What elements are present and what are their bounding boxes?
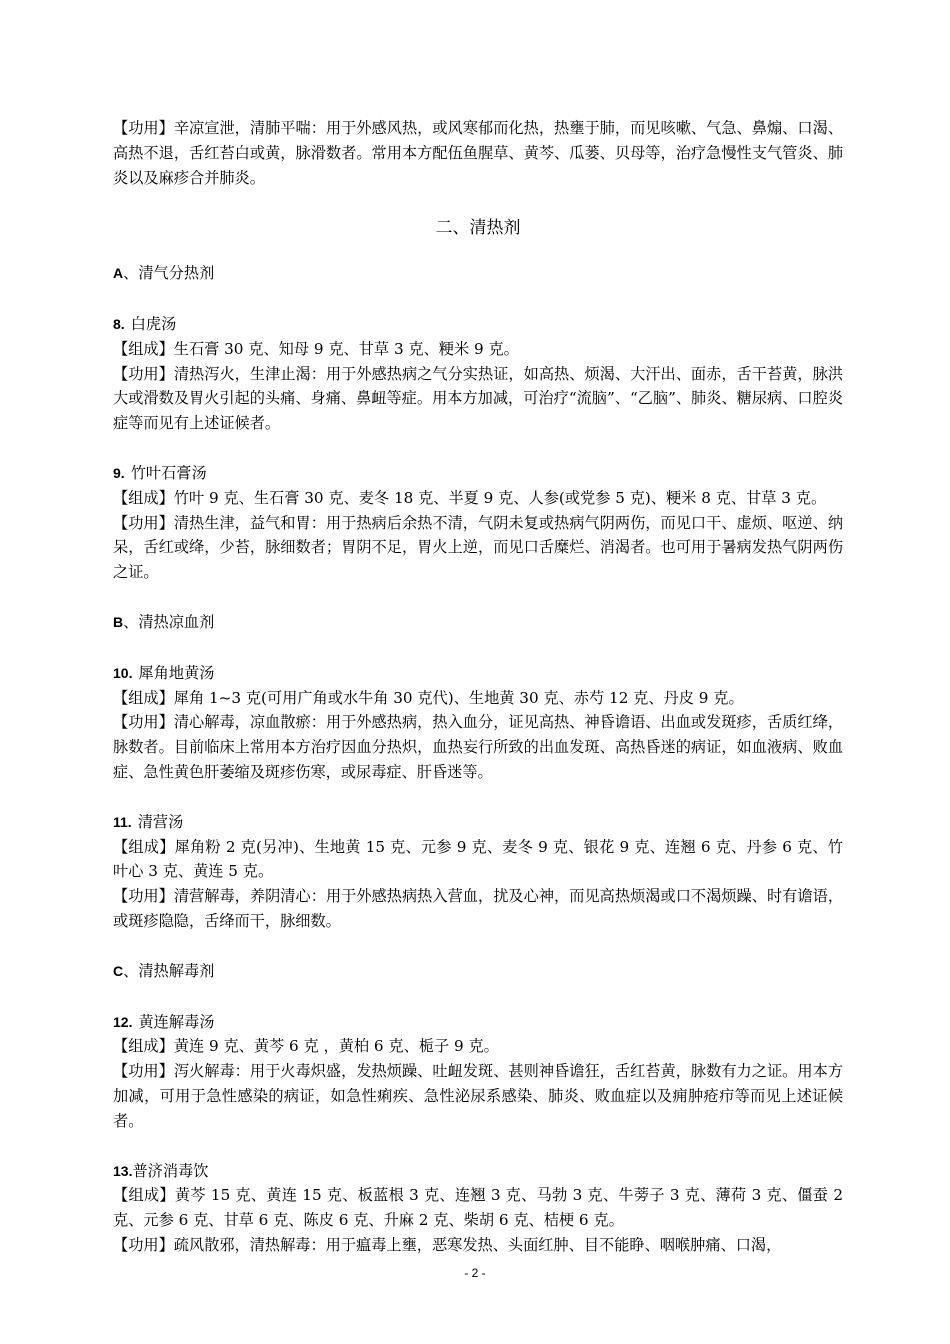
formula-number: 8. xyxy=(113,315,125,332)
formula-number: 13. xyxy=(113,1162,133,1179)
section-letter: A xyxy=(113,265,124,282)
formula-11 xyxy=(113,810,843,934)
document-page xyxy=(113,116,843,1283)
formula-heading xyxy=(113,1010,843,1035)
formula-name: 白虎汤 xyxy=(130,314,177,333)
formula-function: 【功用】清营解毒，养阴清心：用于外感热病热入营血，扰及心神，而见高热烦渴或口不渴烦躁、时有谵语，或斑疹隐隐，舌绛而干，脉细数。 xyxy=(113,887,843,930)
formula-heading xyxy=(113,1159,843,1184)
section-title: 、清热解毒剂 xyxy=(123,961,215,980)
formula-composition: 【组成】黄芩 15 克、黄连 15 克、板蓝根 3 克、连翘 3 克、马勃 3 克、牛蒡子 3 克、薄荷 3 克、僵蚕 2 克、元参 6 克、甘草 6 克、陈皮 6 克、升麻 2 克、柴胡 6 克、桔梗 6 克。 xyxy=(113,1186,843,1230)
formula-heading xyxy=(113,461,843,486)
formula-composition: 【组成】黄连 9 克、黄芩 6 克 ，黄柏 6 克、栀子 9 克。 xyxy=(113,1037,499,1056)
section-letter: C xyxy=(113,962,124,979)
formula-composition: 【组成】生石膏 30 克、知母 9 克、甘草 3 克、粳米 9 克。 xyxy=(113,339,519,358)
formula-function: 【功用】疏风散邪，清热解毒：用于瘟毒上壅，恶寒发热、头面红肿、目不能睁、咽喉肿痛、口渴， xyxy=(113,1235,782,1254)
formula-number: 11. xyxy=(113,813,132,830)
formula-13 xyxy=(113,1159,843,1258)
intro-gongyong: 【功用】辛凉宣泄，清肺平喘：用于外感风热，或风寒郁而化热，热壅于肺，而见咳嗽、气急、鼻煽、口渴、高热不退，舌红苔白或黄，脉滑数者。常用本方配伍鱼腥草、黄芩、瓜蒌、贝母等，治疗急慢性支气管炎、肺炎以及麻疹合并肺炎。 xyxy=(113,119,843,187)
formula-composition: 【组成】犀角粉 2 克(另冲)、生地黄 15 克、元参 9 克、麦冬 9 克、银花 9 克、连翘 6 克、丹参 6 克、竹叶心 3 克、黄连 5 克。 xyxy=(113,837,843,881)
formula-heading xyxy=(113,810,843,835)
formula-12 xyxy=(113,1010,843,1134)
page-number: - 2 - xyxy=(464,1266,486,1280)
formula-function: 【功用】清热泻火，生津止渴：用于外感热病之气分实热证，如高热、烦渴、大汗出、面赤，舌干苔黄，脉洪大或滑数及胃火引起的头痛、身痛、鼻衄等症。用本方加减，可治疗“流脑”、“乙脑”、肺炎、糖尿病、口腔炎症等而见有上述证候者。 xyxy=(113,364,843,433)
chapter-title: 二、清热剂 xyxy=(435,218,521,239)
section-title: 、清气分热剂 xyxy=(123,264,215,283)
formula-function: 【功用】泻火解毒：用于火毒炽盛，发热烦躁、吐衄发斑、甚则神昏谵狂，舌红苔黄，脉数有力之证。用本方加减，可用于急性感染的病证，如急性痢疾、急性泌尿系感染、肺炎、败血症以及痈肿疮疖等而见上述证候者。 xyxy=(113,1062,843,1130)
formula-name: 黄连解毒汤 xyxy=(138,1012,215,1031)
formula-heading xyxy=(113,661,843,686)
section-heading-c xyxy=(113,959,843,984)
formula-function: 【功用】清热生津，益气和胃：用于热病后余热不清，气阴未复或热病气阴两伤，而见口干、虚烦、呕逆、纳呆，舌红或绛，少苔，脉细数者；胃阴不足，胃火上逆，而见口舌糜烂、消渴者。也可用于暑病发热气阴两伤之证。 xyxy=(113,513,843,582)
formula-composition: 【组成】竹叶 9 克、生石膏 30 克、麦冬 18 克、半夏 9 克、人参(或党参 5 克)、粳米 8 克、甘草 3 克。 xyxy=(113,488,827,507)
formula-composition: 【组成】犀角 1~3 克(可用广角或水牛角 30 克代)、生地黄 30 克、赤芍 12 克、丹皮 9 克。 xyxy=(113,688,744,707)
section-letter: B xyxy=(113,613,124,630)
section-heading-a xyxy=(113,261,843,286)
formula-9 xyxy=(113,461,843,585)
formula-10 xyxy=(113,661,843,785)
formula-name: 犀角地黄汤 xyxy=(138,663,215,682)
formula-number: 9. xyxy=(113,464,125,481)
formula-number: 12. xyxy=(113,1013,133,1030)
formula-name: 清营汤 xyxy=(137,812,184,831)
formula-8 xyxy=(113,312,843,436)
formula-name: 竹叶石膏汤 xyxy=(130,463,207,482)
formula-function: 【功用】清心解毒，凉血散瘀：用于外感热病，热入血分，证见高热、神昏谵语、出血或发斑疹，舌质红绛，脉数者。目前临床上常用本方治疗因血分热炽，血热妄行所致的出血发斑、高热昏迷的病证，如血液病、败血症、急性黄色肝萎缩及斑疹伤寒，或尿毒症、肝昏迷等。 xyxy=(113,713,843,781)
section-heading-b xyxy=(113,610,843,635)
formula-name: 普济消毒饮 xyxy=(132,1161,209,1180)
formula-number: 10. xyxy=(113,664,133,681)
formula-heading xyxy=(113,312,843,337)
section-title: 、清热凉血剂 xyxy=(123,612,215,631)
